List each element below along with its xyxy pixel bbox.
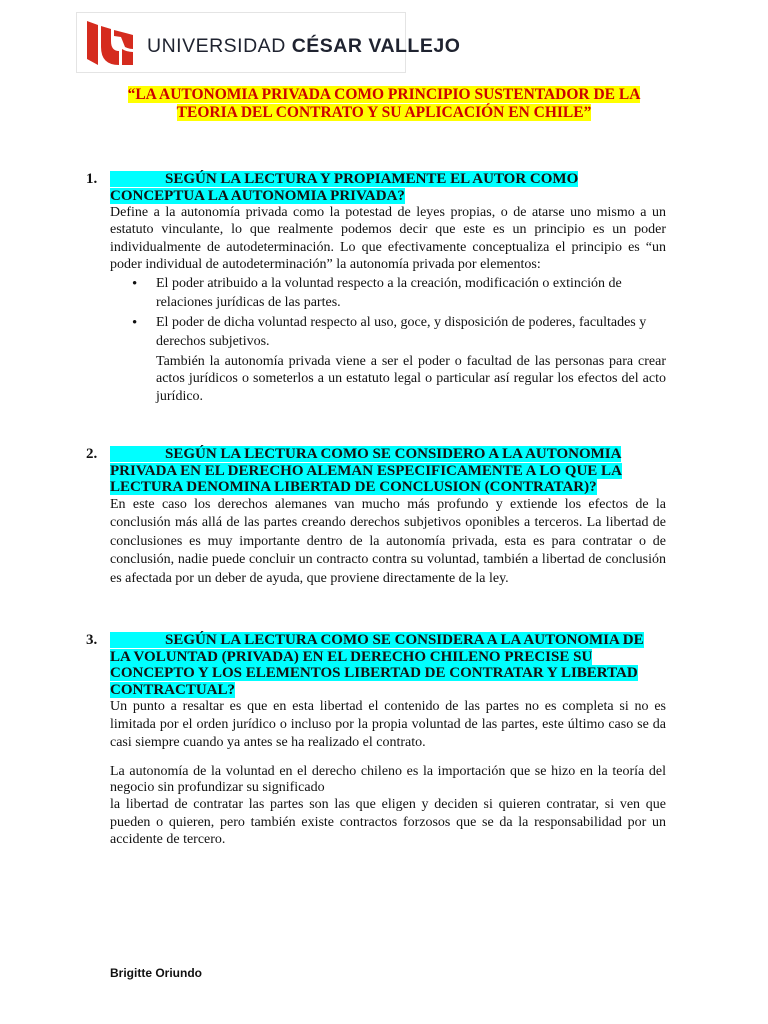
answer-paragraph-3: la libertad de contratar las partes son las que eligen y deciden si quieren contratar, si ven que pueden o quieren, pero también existe contractos forzosos que se da la responsabilidad por un accidente de tercero. [110,797,666,847]
logo-wordmark [147,35,460,58]
question-2 [86,446,666,588]
question-heading-text: SEGÚN LA LECTURA COMO SE CONSIDERO A LA AUTONOMIA PRIVADA EN EL DERECHO ALEMAN ESPECIFICAMENTE A LO QUE LA LECTURA DENOMINA LIBERTAD DE CONCLUSION (CONTRATAR)? [110,446,622,495]
document-title-text: “LA AUTONOMIA PRIVADA COMO PRINCIPIO SUSTENTADOR DE LA TEORIA DEL CONTRATO Y SU APLICACIÓN EN CHILE” [127,86,641,121]
answer-paragraph: Define a la autonomía privada como la potestad de leyes propias, o de atarse uno mismo a un estatuto vinculante, lo que realmente podemos decir que este es un principio es un poder individualmente de autodeterminación. Lo que efectivamente conceptualiza el principio es “un poder individual de autodeterminación” la autonomía privada por elementos: [110,205,666,272]
university-logo [76,12,461,73]
question-3 [86,632,666,849]
question-heading [86,632,666,698]
author-name: Brigitte Oriundo [110,966,202,980]
logo-word-2: CÉSAR VALLEJO [291,35,461,57]
bullet-item: • El poder de dicha voluntad respecto al uso, goce, y disposición de poderes, facultades y derechos subjetivos. [156,314,666,351]
question-heading-text: SEGÚN LA LECTURA COMO SE CONSIDERA A LA AUTONOMIA DE LA VOLUNTAD (PRIVADA) EN EL DERECHO CHILENO PRECISE SU CONCEPTO Y LOS ELEMENTOS LIBERTAD DE CONTRATAR Y LIBERTAD CONTRACTUAL? [110,632,644,698]
ucv-shield-logo-icon [85,19,135,67]
question-heading [86,446,666,496]
question-number: 3. [86,632,98,648]
bullet-item: • El poder atribuido a la voluntad respecto a la creación, modificación o extinción de relaciones jurídicas de las partes. [156,275,666,312]
answer-paragraph-2: La autonomía de la voluntad en el derecho chileno es la importación que se hizo en la teoría del negocio sin profundizar su significado [110,764,666,795]
bullet-list [86,275,666,351]
answer-continuation: También la autonomía privada viene a ser el poder o facultad de las personas para crear actos jurídicos o someterlos a un estatuto legal o particular así regular los efectos del acto jurídico. [156,354,666,404]
answer-paragraph: En este caso los derechos alemanes van mucho más profundo y extiende los efectos de la conclusión más allá de las partes creando derechos subjetivos oponibles a terceros. La libertad de conclusiones es muy importante dentro de la autonomía privada, esta es para contratar o de conclusión, nadie puede concluir un contracto contra su voluntad, también a libertad de conclusión es afectada por un deber de ayuda, que proviene directamente de la ley. [110,496,666,586]
question-number: 1. [86,171,98,187]
document-title [104,86,664,122]
question-heading-text: SEGÚN LA LECTURA Y PROPIAMENTE EL AUTOR COMO CONCEPTUA LA AUTONOMIA PRIVADA? [110,171,579,204]
answer-paragraph: Un punto a resaltar es que en esta libertad el contenido de las partes no es completa si no es limitada por el orden jurídico o incluso por la propia voluntad de las partes, este último caso se da casi siempre cuando ya antes se ha realizado el contrato. [110,699,666,750]
question-1 [86,171,666,405]
question-number: 2. [86,446,98,462]
logo-word-1: UNIVERSIDAD [147,35,286,57]
question-heading [86,171,666,204]
